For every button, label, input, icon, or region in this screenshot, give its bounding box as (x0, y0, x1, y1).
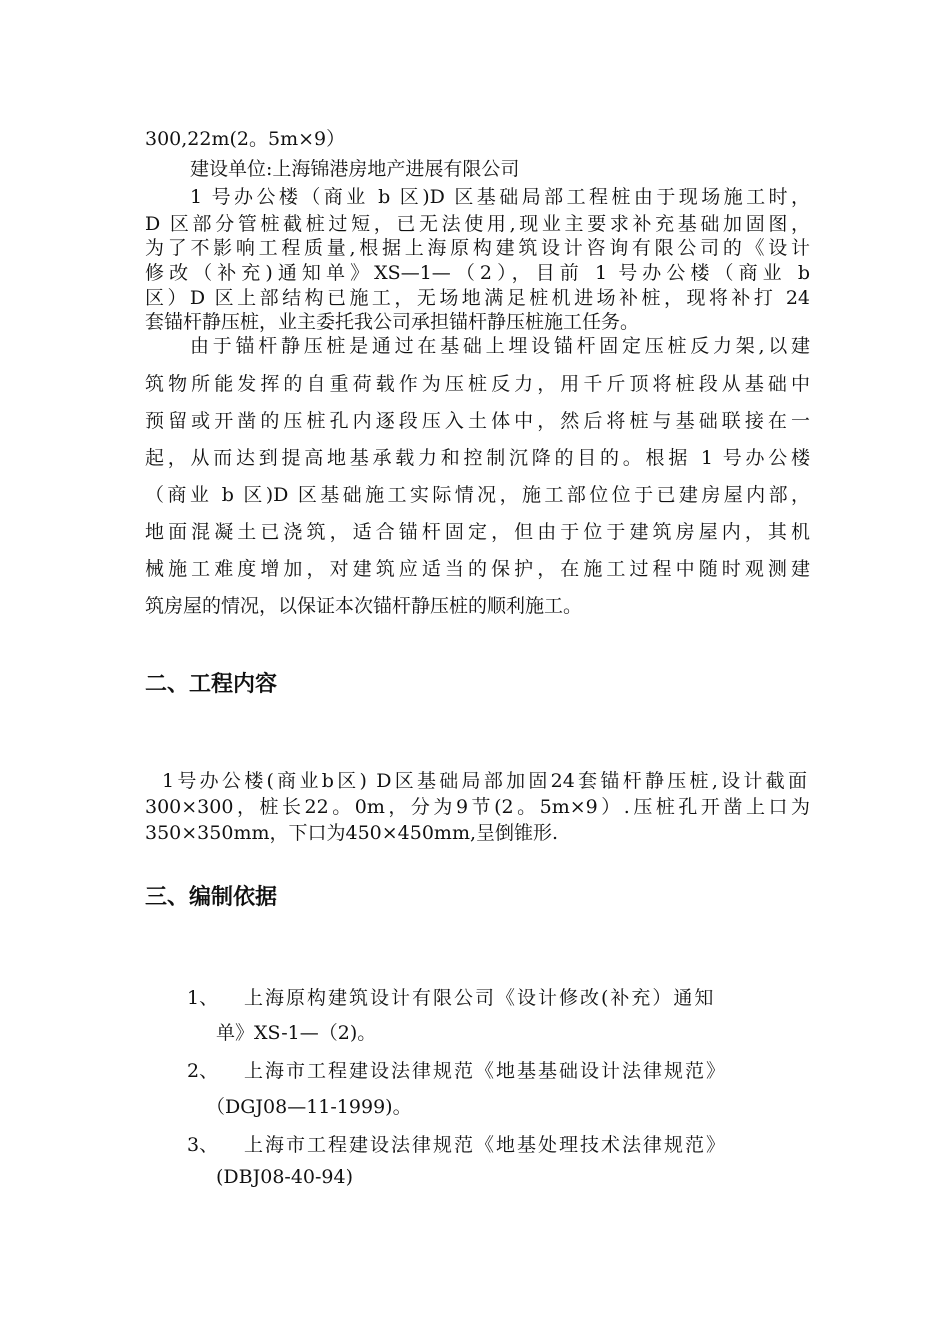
section2-line-3: 350×350mm，下口为450×450mm,呈倒锥形. (145, 822, 559, 844)
para2-line-4: 起，从而达到提高地基承载力和控制沉降的目的。根据 1 号办公楼 (145, 447, 810, 469)
section-heading-project-content: 二、工程内容 (145, 672, 278, 697)
reference-text: 上海原构建筑设计有限公司《设计修改(补充）通知 (244, 987, 716, 1009)
reference-number: 2、 (187, 1060, 219, 1082)
intro-line-5: 为了不影响工程质量,根据上海原构建筑设计咨询有限公司的《设计 (145, 237, 810, 259)
para2-line-8: 筑房屋的情况，以保证本次锚杆静压桩的顺利施工。 (145, 595, 583, 617)
reference-number: 1、 (187, 987, 219, 1009)
intro-line-8: 套锚杆静压桩，业主委托我公司承担锚杆静压桩施工任务。 (145, 311, 640, 333)
reference-continuation: (DBJ08-40-94) (216, 1166, 354, 1188)
section2-line-1: 1号办公楼(商业b区) D区基础局部加固24套锚杆静压桩,设计截面 (162, 770, 807, 792)
reference-continuation: （DGJ08—11-1999)。 (206, 1096, 412, 1118)
intro-line-4: D 区部分管桩截桩过短，已无法使用,现业主要求补充基础加固图， (145, 213, 810, 235)
para2-line-3: 预留或开凿的压桩孔内逐段压入土体中，然后将桩与基础联接在一 (145, 410, 810, 432)
intro-line-7: 区）D 区上部结构已施工，无场地满足桩机进场补桩，现将补打 24 (145, 287, 810, 309)
reference-text: 上海市工程建设法律规范《地基处理技术法律规范》 (244, 1134, 728, 1156)
reference-number: 3、 (187, 1134, 219, 1156)
para2-line-5: （商业 b 区)D 区基础施工实际情况，施工部位位于已建房屋内部， (145, 484, 810, 506)
intro-line-6: 修改（补充)通知单》XS—1—（2），目前 1 号办公楼（商业 b (145, 262, 810, 284)
section-heading-basis: 三、编制依据 (145, 885, 278, 910)
intro-line-3: 1 号办公楼（商业 b 区)D 区基础局部工程桩由于现场施工时， (190, 186, 810, 208)
reference-text: 上海市工程建设法律规范《地基基础设计法律规范》 (244, 1060, 728, 1082)
intro-line-1: 300,22m(2。5m×9） (145, 128, 346, 150)
para2-line-1: 由于锚杆静压桩是通过在基础上埋设锚杆固定压桩反力架,以建 (190, 335, 810, 357)
para2-line-7: 械施工难度增加，对建筑应适当的保护，在施工过程中随时观测建 (145, 558, 810, 580)
reference-continuation: 单》XS-1—（2)。 (216, 1022, 377, 1044)
para2-line-6: 地面混凝土已浇筑，适合锚杆固定，但由于位于建筑房屋内，其机 (145, 521, 810, 543)
section2-line-2: 300×300，桩长22。0m，分为9节(2。5m×9）.压桩孔开凿上口为 (145, 796, 810, 818)
para2-line-2: 筑物所能发挥的自重荷载作为压桩反力，用千斤顶将桩段从基础中 (145, 373, 810, 395)
construction-unit-line: 建设单位:上海锦港房地产进展有限公司 (190, 158, 520, 180)
